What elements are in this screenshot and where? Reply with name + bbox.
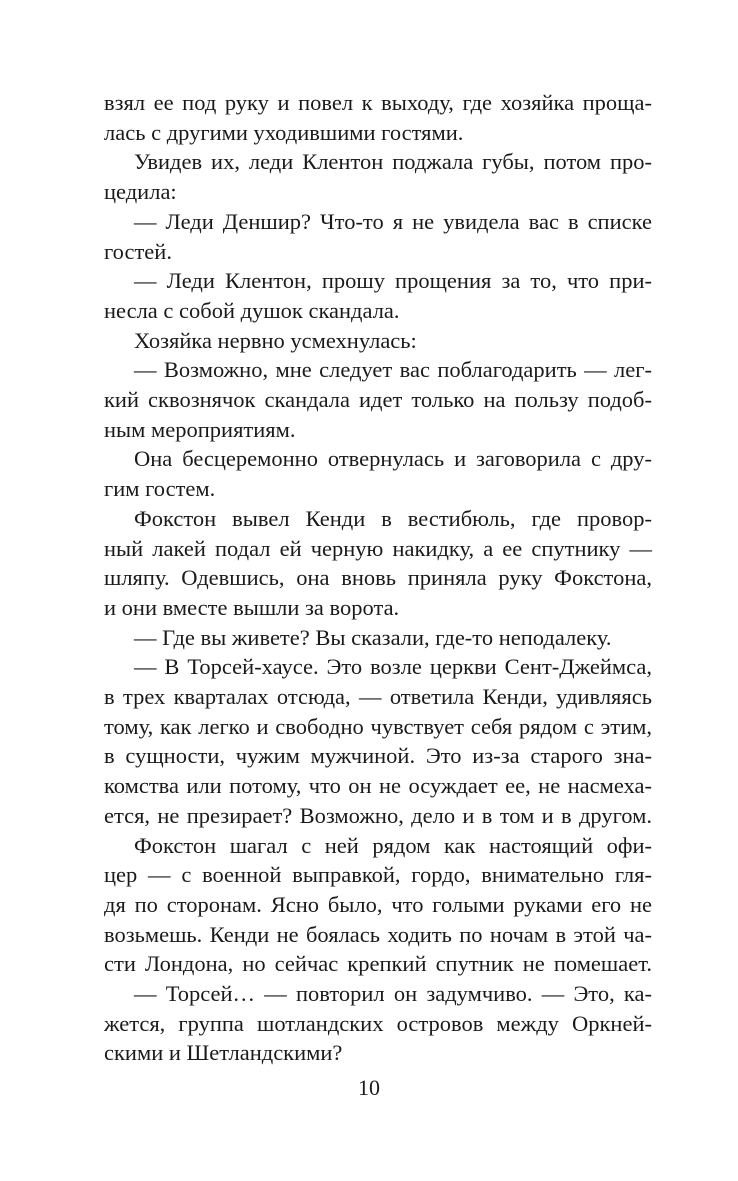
- text-line: гим гостем.: [104, 476, 216, 502]
- text-line: ным мероприятиям.: [104, 416, 296, 442]
- text-line: скими и Шетландскими?: [104, 1040, 343, 1066]
- text-line: ется, не презирает? Возможно, дело и в том и в другом.: [104, 802, 652, 828]
- text-line: в сущности, чужим мужчиной. Это из-за старого зна-: [104, 743, 652, 769]
- text-line: в трех кварталах отсюда, — ответила Кенди, удивляясь: [104, 684, 652, 709]
- text-line: дя по сторонам. Ясно было, что голыми руками его не: [104, 891, 652, 917]
- text-line: комства или потому, что он не осуждает ее, не насмеха-: [104, 773, 652, 799]
- text-line: Фокстон вывел Кенди в вестибюль, где провор-: [134, 505, 652, 531]
- text-line: — Леди Клентон, прошу прощения за то, что при-: [134, 268, 652, 294]
- text-line: лась с другими уходившими гостями.: [104, 119, 464, 145]
- text-line: — Торсей… — повторил он задумчиво. — Это, ка-: [134, 981, 652, 1006]
- text-line: цер — с военной выправкой, гордо, внимательно гля-: [104, 862, 652, 888]
- text-line: — Возможно, мне следует вас поблагодарить — лег-: [134, 357, 652, 383]
- text-line: тому, как легко и свободно чувствует себя рядом с этим,: [104, 713, 652, 739]
- text-line: сти Лондона, но сейчас крепкий спутник не помешает.: [104, 951, 652, 977]
- text-line: шляпу. Одевшись, она вновь приняла руку Фокстона,: [104, 565, 652, 591]
- text-line: Хозяйка нервно усмехнулась:: [134, 327, 417, 353]
- text-line: гостей.: [104, 238, 172, 264]
- text-line: ный лакей подал ей черную накидку, а ее спутнику —: [104, 535, 652, 561]
- text-line: кий сквознячок скандала идет только на пользу подоб-: [104, 387, 652, 412]
- text-line: — В Торсей-хаусе. Это возле церкви Сент-Джеймса,: [134, 654, 652, 680]
- text-line: жется, группа шотландских островов между Оркней-: [104, 1010, 652, 1036]
- text-line: несла с собой душок скандала.: [104, 297, 400, 323]
- text-line: Увидев их, леди Клентон поджала губы, потом про-: [134, 149, 652, 175]
- text-line: возьмешь. Кенди не боялась ходить по ночам в этой ча-: [104, 921, 652, 947]
- text-line: Фокстон шагал с ней рядом как настоящий офи-: [134, 832, 652, 858]
- text-line: — Где вы живете? Вы сказали, где-то неподалеку.: [134, 624, 612, 650]
- text-line: взял ее под руку и повел к выходу, где хозяйка проща-: [104, 90, 652, 115]
- text-line: — Леди Деншир? Что-то я не увидела вас в списке: [134, 208, 652, 234]
- page-number: 10: [358, 1075, 380, 1100]
- text-line: и они вместе вышли за ворота.: [104, 594, 400, 620]
- text-line: Она бесцеремонно отвернулась и заговорила с дру-: [134, 446, 652, 472]
- text-line: цедила:: [104, 179, 177, 205]
